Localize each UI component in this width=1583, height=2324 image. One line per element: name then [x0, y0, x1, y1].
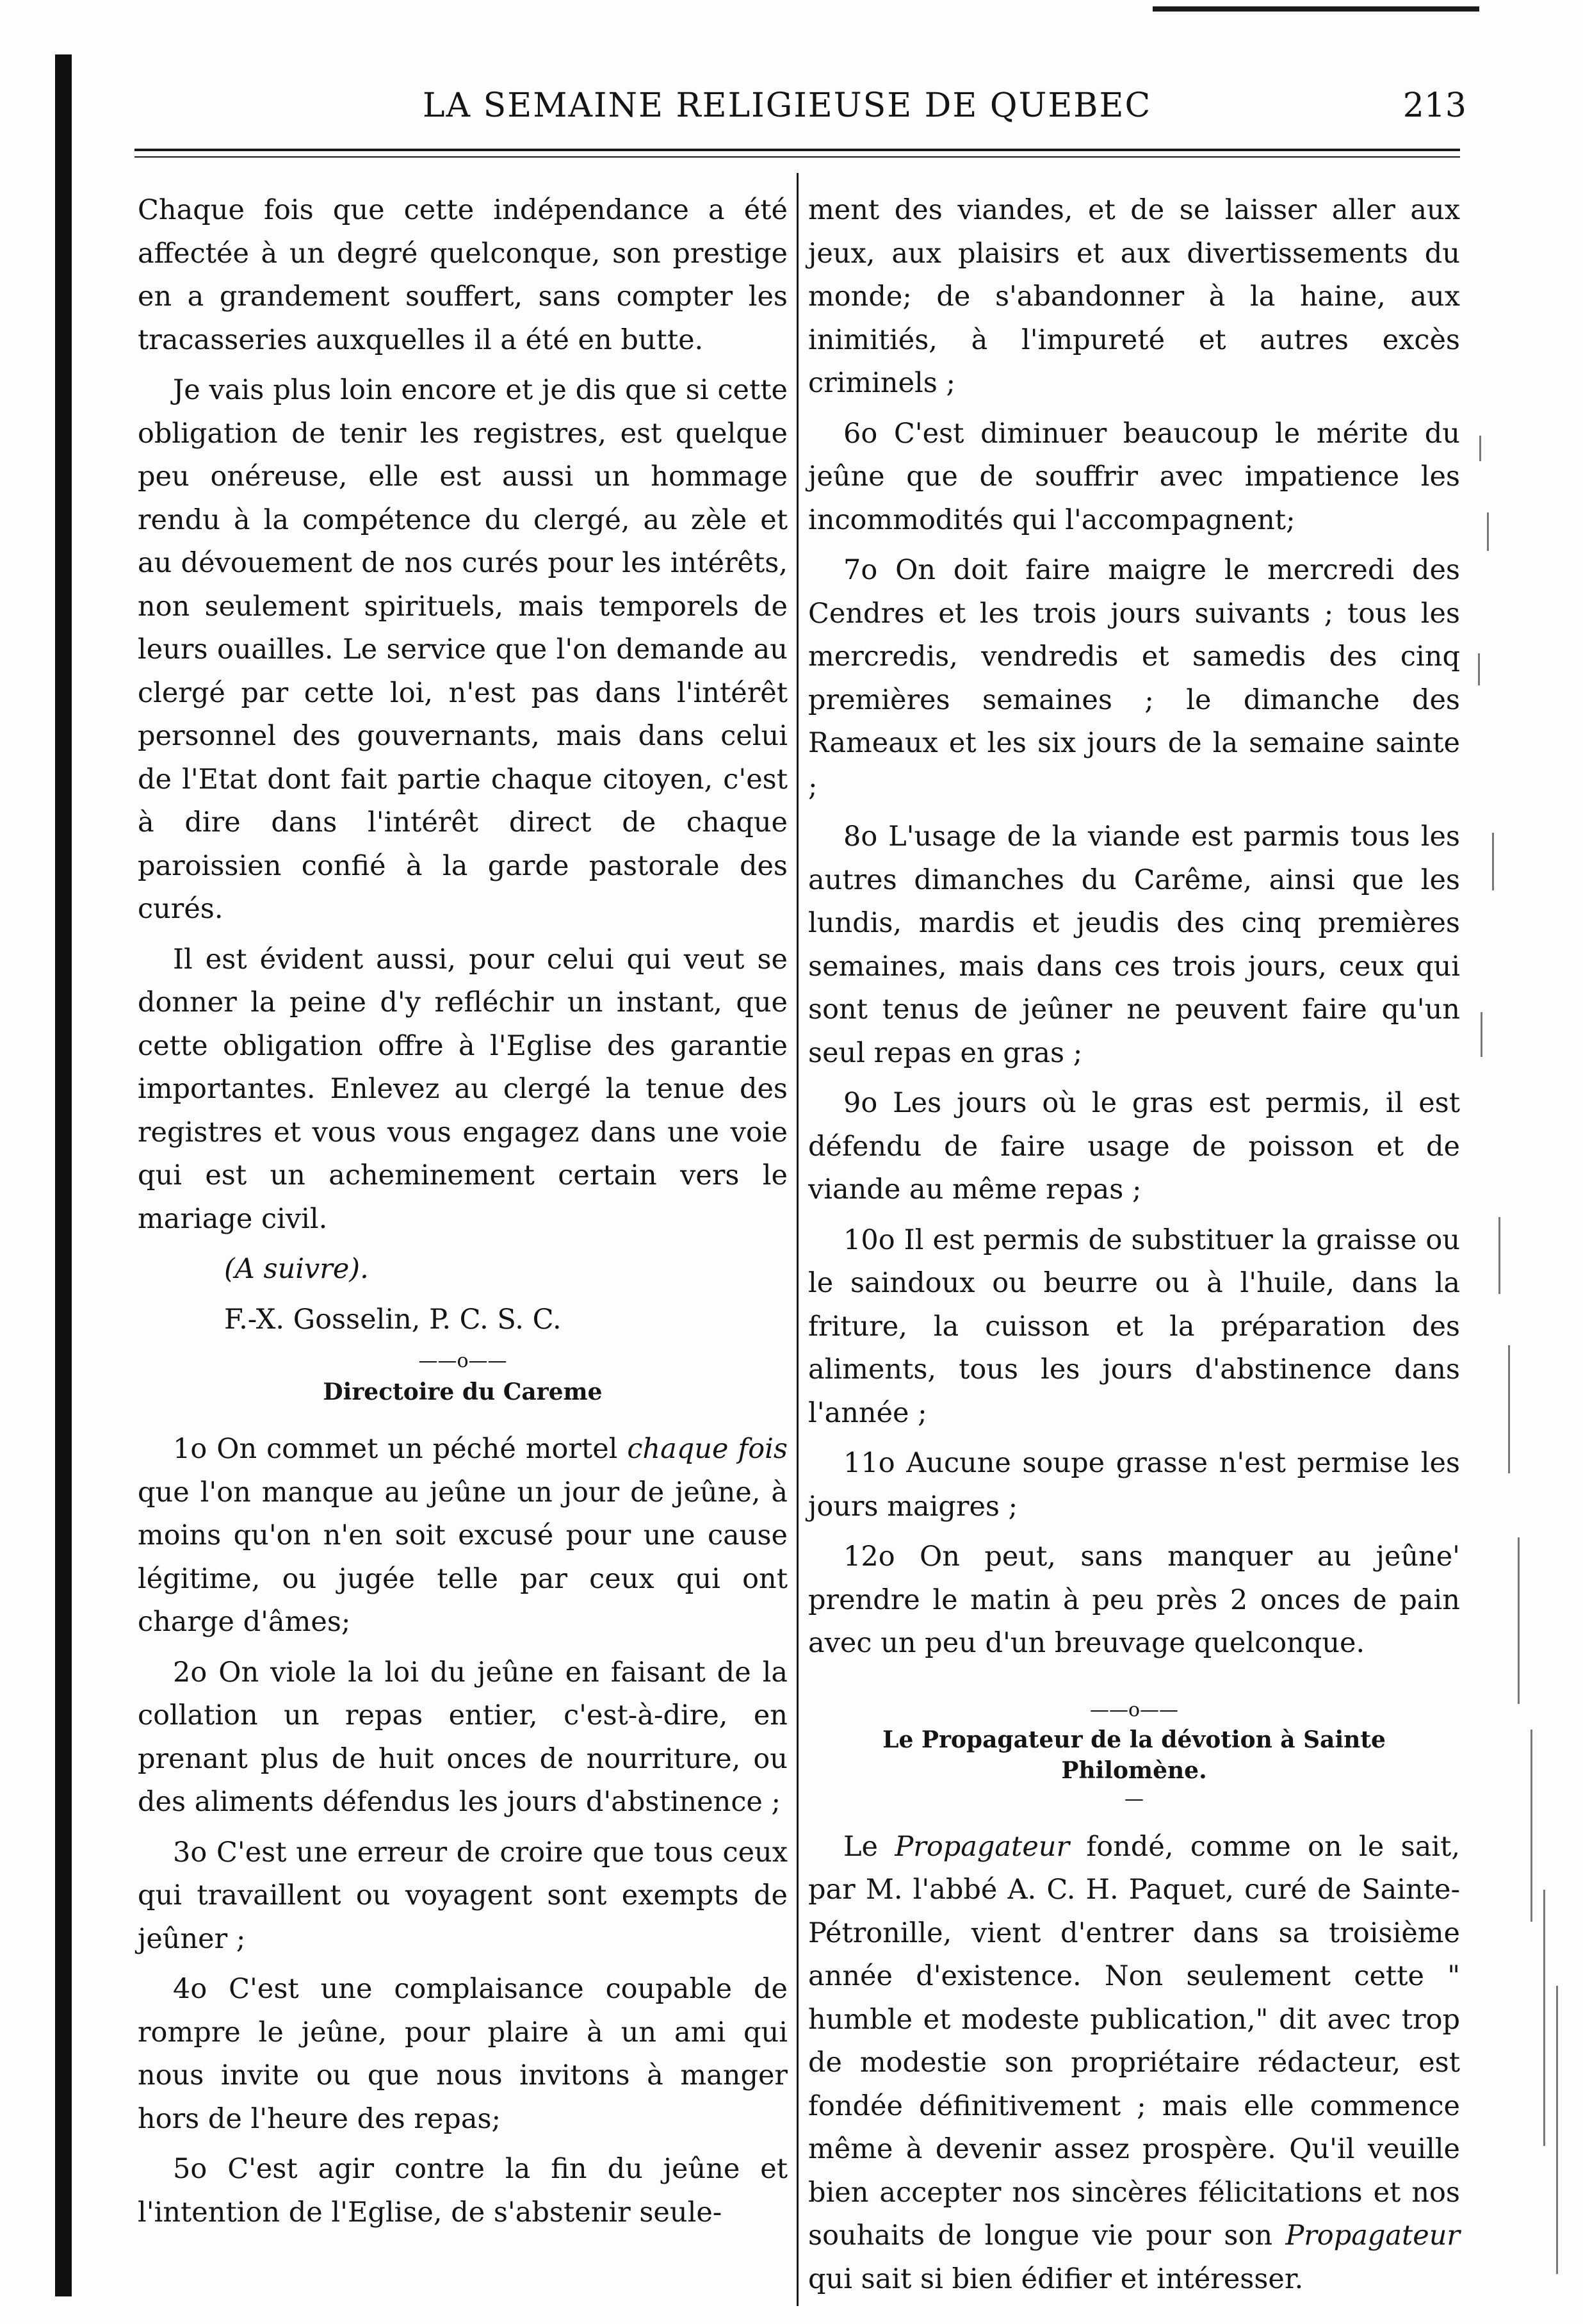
to-be-continued: (A suivre). [224, 1253, 369, 1285]
right-column [808, 189, 1460, 2308]
item-number: 7o [843, 554, 878, 586]
header-rule [134, 149, 1460, 151]
section-title-propagateur: Le Propagateur de la dévotion à Sainte Philomène. [882, 1726, 1386, 1784]
item-text: C'est diminuer beaucoup le mérite du jeûne que de souffrir avec impatience les incommodités qui l'accompagnent; [808, 417, 1460, 536]
paragraph: Chaque fois que cette indépendance a été affectée à un degré quelconque, son prestige en a grandement souffert, sans compter les tracasseries auxquelles il a été en butte. [138, 194, 788, 356]
item-text: Aucune soupe grasse n'est permise les jours maigres ; [808, 1447, 1460, 1523]
item-text: L'usage de la viande est parmis tous les autres dimanches du Carême, ainsi que les lundis, mardis et jeudis des cinq premières semaines, mais dans ces trois jours, ceux qui sont tenus de jeûner ne peuvent faire qu'un seul repas en gras ; [808, 821, 1460, 1069]
item-number: 4o [173, 1973, 207, 2005]
paragraph: Je vais plus loin encore et je dis que si cette obligation de tenir les registres, est quelque peu onéreuse, elle est aussi un hommage rendu à la compétence du clergé, au zèle et au dévouement de nos curés pour les intérêts, non seulement spirituels, mais temporels de leurs ouailles. Le service que l'on demande au clergé par cette loi, n'est pas dans l'intérêt personnel des gouvernants, mais dans celui de l'Etat dont fait partie chaque citoyen, c'est à dire dans l'intérêt direct de chaque paroissien confié à la garde pastorale des curés. [138, 374, 788, 925]
item-text: On viole la loi du jeûne en faisant de la collation un repas entier, c'est-à-dire, en prenant plus de huit onces de nourriture, ou des aliments défendus les jours d'abstinence ; [138, 1656, 788, 1818]
publication-name: Propagateur [1285, 2220, 1460, 2252]
item-number: 3o [173, 1836, 207, 1869]
list-item [138, 1831, 788, 1961]
short-rule: — [1124, 1787, 1144, 1810]
item-number: 9o [843, 1087, 878, 1119]
list-item [138, 1651, 788, 1824]
section-title-directoire: Directoire du Careme [323, 1379, 603, 1405]
paragraph-text: qui sait si bien édifier et intéresser. [808, 2263, 1304, 2295]
paragraph-continued: ment des viandes, et de se laisser aller aux jeux, aux plaisirs et aux divertissements du monde; de s'abandonner à la haine, aux inimitiés, à l'impureté et autres excès criminels ; [808, 194, 1460, 399]
section-separator: ——o—— [1089, 1698, 1179, 1721]
running-title: LA SEMAINE RELIGIEUSE DE QUEBEC [423, 86, 1152, 125]
list-item [808, 413, 1460, 543]
item-text: Il est permis de substituer la graisse ou le saindoux ou beurre ou à l'huile, dans la friture, la cuisson et la préparation des aliments, tous les jours d'abstinence dans l'année ; [808, 1223, 1460, 1429]
item-number: 5o [173, 2153, 207, 2185]
paragraph-text: Le [843, 1830, 895, 1863]
list-item [808, 1442, 1460, 1528]
publication-name: Propagateur [895, 1830, 1070, 1863]
item-number: 6o [843, 417, 878, 450]
item-emphasis: chaque fois [627, 1433, 788, 1465]
item-number: 10o [843, 1223, 895, 1256]
item-text: Les jours où le gras est permis, il est défendu de faire usage de poisson et de viande au même repas ; [808, 1087, 1460, 1206]
list-item [808, 1219, 1460, 1436]
item-text: que l'on manque au jeûne un jour de jeûne, à moins qu'on n'en soit excusé pour une cause légitime, ou jugée telle par ceux qui ont charge d'âmes; [138, 1476, 788, 1638]
list-item [808, 815, 1460, 1075]
paragraph [808, 1826, 1460, 2302]
list-item [808, 1082, 1460, 1212]
item-text: On commet un péché mortel [216, 1433, 628, 1465]
item-number: 8o [843, 821, 878, 853]
list-item [138, 1968, 788, 2141]
list-item [808, 549, 1460, 808]
header-rule-thin [134, 156, 1460, 158]
list-item [808, 1535, 1460, 1665]
item-number: 11o [843, 1447, 895, 1479]
scan-artifact-margin-noise [1473, 384, 1575, 2306]
column-divider [797, 173, 799, 2306]
page-number: 213 [1402, 86, 1466, 125]
paragraph: Il est évident aussi, pour celui qui veut se donner la peine d'y refléchir un instant, que cette obligation offre à l'Eglise des garantie importantes. Enlevez au clergé la tenue des registres et vous vous engagez dans une voie qui est un acheminement certain vers le mariage civil. [138, 943, 788, 1235]
item-number: 2o [173, 1656, 207, 1689]
item-number: 1o [173, 1433, 207, 1465]
scan-artifact-top-rule [1153, 6, 1479, 12]
running-head [128, 86, 1466, 131]
item-text: C'est agir contre la fin du jeûne et l'intention de l'Eglise, de s'abstenir seule- [138, 2153, 788, 2229]
section-separator: ——o—— [418, 1350, 507, 1372]
list-item [138, 1428, 788, 1644]
item-text: On peut, sans manquer au jeûne' prendre le matin à peu près 2 onces de pain avec un peu d'un breuvage quelconque. [808, 1541, 1461, 1659]
item-text: On doit faire maigre le mercredi des Cendres et les trois jours suivants ; tous les mercredis, vendredis et samedis des cinq premières semaines ; le dimanche des Rameaux et les six jours de la semaine sainte ; [808, 554, 1461, 803]
list-item [138, 2148, 788, 2234]
item-number: 12o [843, 1541, 895, 1573]
article-author: F.-X. Gosselin, P. C. S. C. [224, 1303, 562, 1336]
paragraph-text: fondé, comme on le sait, par M. l'abbé A. C. H. Paquet, curé de Sainte-Pétronille, vient d'entrer dans sa troisième année d'existence. Non seulement cette " humble et modeste publication," dit avec trop de modestie son propriétaire rédacteur, est fondée définitivement ; mais elle commence même à devenir assez prospère. Qu'il veuille bien accepter nos sincères félicitations et nos souhaits de longue vie pour son [808, 1830, 1460, 2252]
item-text: C'est une complaisance coupable de rompre le jeûne, pour plaire à un ami qui nous invite ou que nous invitons à manger hors de l'heure des repas; [138, 1973, 788, 2135]
item-text: C'est une erreur de croire que tous ceux qui travaillent ou voyagent sont exempts de jeûner ; [138, 1836, 788, 1955]
left-column [138, 189, 788, 2241]
scan-artifact-binding-edge [55, 54, 72, 2296]
